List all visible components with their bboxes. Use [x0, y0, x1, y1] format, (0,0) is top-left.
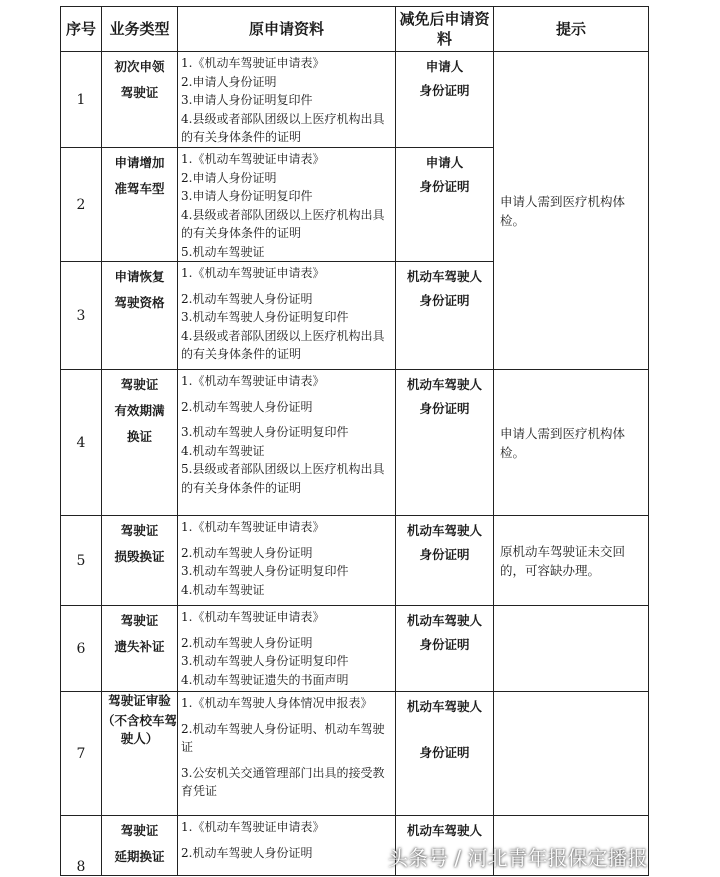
doc-item: 2.机动车驾驶人身份证明 — [181, 291, 313, 306]
doc-item: 2.申请人身份证明 — [181, 170, 277, 185]
reduced-line: 身份证明 — [419, 745, 470, 760]
doc-item: 1.《机动车驾驶证申请表》 — [181, 820, 325, 834]
row-seq: 6 — [61, 606, 102, 692]
row-reduced — [396, 692, 494, 816]
reduced-line: 身份证明 — [419, 293, 470, 308]
type-line: 驾驶证 — [120, 523, 159, 538]
doc-item: 1.《机动车驾驶证申请表》 — [181, 374, 325, 388]
doc-item: 3.申请人身份证明复印件 — [181, 189, 313, 203]
header-row — [61, 7, 649, 52]
row-docs — [178, 148, 396, 262]
row-type — [102, 692, 178, 816]
reduced-line: 机动车驾驶人 — [406, 269, 482, 284]
doc-item: 4.机动车驾驶证 — [181, 582, 265, 597]
reduced-line: 机动车驾驶人 — [406, 613, 482, 628]
row-docs — [178, 262, 396, 370]
row-seq: 1 — [61, 52, 102, 148]
doc-item: 1.《机动车驾驶证申请表》 — [181, 56, 325, 70]
doc-item: 3.机动车驾驶人身份证明复印件 — [181, 654, 349, 668]
doc-item: 1.《机动车驾驶人身体情况申报表》 — [181, 696, 373, 710]
row-seq: 2 — [61, 148, 102, 262]
row-docs — [178, 816, 396, 876]
header-type: 业务类型 — [102, 7, 178, 52]
doc-item: 4.县级或者部队团级以上医疗机构出具的有关身体条件的证明 — [181, 111, 385, 144]
row-type — [102, 816, 178, 876]
watermark-text: 头条号 / 河北青年报保定播报 — [388, 846, 648, 870]
type-line: 有效期满 — [114, 403, 165, 418]
row-type — [102, 148, 178, 262]
type-line: 驾驶证 — [120, 613, 159, 628]
reduced-line: 申请人 — [425, 59, 464, 74]
row-docs — [178, 606, 396, 692]
reduced-line: 身份证明 — [419, 179, 470, 194]
type-line: （不含校车驾驶人） — [102, 713, 178, 746]
row-reduced — [396, 516, 494, 606]
type-line: 损毁换证 — [114, 549, 165, 564]
row-seq: 3 — [61, 262, 102, 370]
doc-item: 1.《机动车驾驶证申请表》 — [181, 266, 325, 280]
row-type — [102, 606, 178, 692]
row-seq: 7 — [61, 692, 102, 816]
row-reduced — [396, 606, 494, 692]
tip-cell — [494, 692, 649, 816]
row-seq: 4 — [61, 370, 102, 516]
doc-item: 3.机动车驾驶人身份证明复印件 — [181, 564, 349, 578]
type-line: 遗失补证 — [114, 639, 165, 654]
header-original: 原申请资料 — [178, 7, 396, 52]
reduced-line: 身份证明 — [419, 547, 470, 562]
doc-item: 4.县级或者部队团级以上医疗机构出具的有关身体条件的证明 — [181, 207, 385, 240]
row-seq: 5 — [61, 516, 102, 606]
type-line: 驾驶证 — [120, 377, 159, 392]
doc-item: 2.机动车驾驶人身份证明、机动车驾驶证 — [181, 721, 385, 754]
doc-item: 2.机动车驾驶人身份证明 — [181, 399, 313, 414]
reduced-line: 机动车驾驶人 — [406, 699, 482, 714]
row-type — [102, 262, 178, 370]
row-docs — [178, 692, 396, 816]
doc-item: 2.机动车驾驶人身份证明 — [181, 545, 313, 560]
type-line: 申请恢复 — [114, 269, 165, 284]
row-reduced — [396, 370, 494, 516]
row-docs — [178, 52, 396, 148]
type-line: 准驾车型 — [114, 181, 165, 196]
row-reduced — [396, 148, 494, 262]
reduced-line: 机动车驾驶人 — [406, 377, 482, 392]
documents-table — [60, 6, 649, 876]
row-type — [102, 52, 178, 148]
header-seq: 序号 — [61, 7, 102, 52]
row-type — [102, 516, 178, 606]
row-docs — [178, 516, 396, 606]
type-line: 申请增加 — [114, 155, 165, 170]
tip-cell: 申请人需到医疗机构体检。 — [494, 370, 649, 516]
doc-item: 5.机动车驾驶证 — [181, 244, 265, 259]
table-row — [61, 52, 649, 148]
header-reduced: 减免后申请资料 — [396, 7, 494, 52]
row-type — [102, 370, 178, 516]
type-line: 驾驶证 — [120, 85, 159, 100]
tip-cell — [494, 606, 649, 692]
type-line: 驾驶证 — [120, 823, 159, 838]
doc-item: 5.县级或者部队团级以上医疗机构出具的有关身体条件的证明 — [181, 462, 385, 495]
doc-item: 3.机动车驾驶人身份证明复印件 — [181, 310, 349, 324]
doc-item: 1.《机动车驾驶证申请表》 — [181, 152, 325, 166]
doc-item: 3.公安机关交通管理部门出具的接受教育凭证 — [181, 765, 385, 798]
doc-item: 3.申请人身份证明复印件 — [181, 93, 313, 107]
reduced-line: 身份证明 — [419, 401, 470, 416]
reduced-line: 身份证明 — [419, 637, 470, 652]
doc-item: 4.机动车驾驶证 — [181, 443, 265, 458]
header-tip: 提示 — [494, 7, 649, 52]
row-reduced — [396, 52, 494, 148]
reduced-line: 机动车驾驶人 — [406, 523, 482, 538]
type-line: 换证 — [126, 429, 152, 444]
table-row — [61, 606, 649, 692]
tip-cell: 原机动车驾驶证未交回的，可容缺办理。 — [494, 516, 649, 606]
type-line: 驾驶证审验 — [108, 693, 171, 708]
table-row — [61, 692, 649, 816]
doc-item: 1.《机动车驾驶证申请表》 — [181, 520, 325, 534]
doc-item: 2.申请人身份证明 — [181, 74, 277, 89]
row-seq: 8 — [61, 816, 102, 876]
doc-item: 3.机动车驾驶人身份证明复印件 — [181, 425, 349, 439]
type-line: 驾驶资格 — [114, 295, 165, 310]
doc-item: 1.《机动车驾驶证申请表》 — [181, 610, 325, 624]
row-docs — [178, 370, 396, 516]
doc-item: 2.机动车驾驶人身份证明 — [181, 845, 313, 860]
doc-item: 4.县级或者部队团级以上医疗机构出具的有关身体条件的证明 — [181, 328, 385, 361]
doc-item: 2.机动车驾驶人身份证明 — [181, 635, 313, 650]
tip-cell: 申请人需到医疗机构体检。 — [494, 52, 649, 370]
table-row — [61, 516, 649, 606]
row-reduced — [396, 262, 494, 370]
reduced-line: 身份证明 — [419, 83, 470, 98]
reduced-line: 申请人 — [425, 155, 464, 170]
doc-item: 4.机动车驾驶证遗失的书面声明 — [181, 672, 349, 687]
reduced-line: 机动车驾驶人 — [406, 823, 482, 838]
type-line: 初次申领 — [114, 59, 165, 74]
type-line: 延期换证 — [114, 849, 165, 864]
table-row — [61, 370, 649, 516]
